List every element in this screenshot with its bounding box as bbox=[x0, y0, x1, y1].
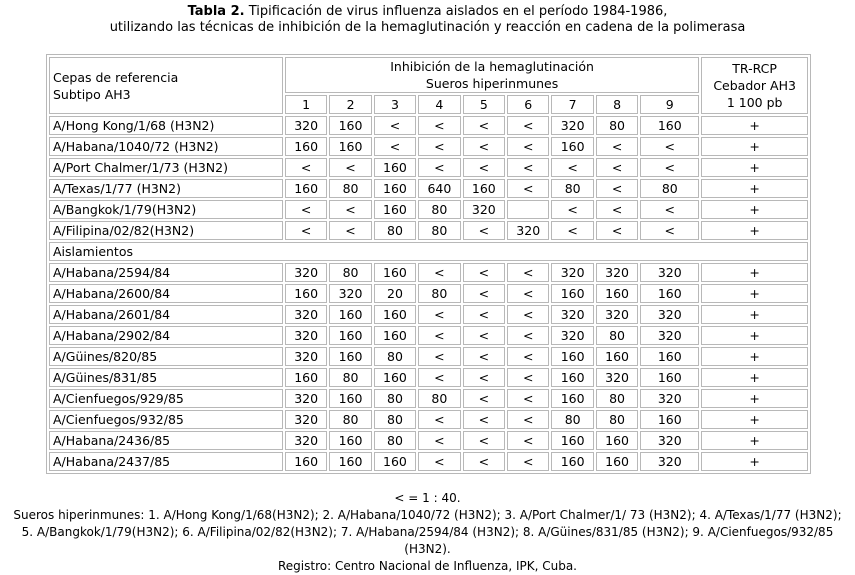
titer-cell: 320 bbox=[596, 305, 638, 324]
header-row-1 bbox=[49, 57, 808, 93]
titer-cell: 160 bbox=[640, 284, 699, 303]
titer-cell: < bbox=[507, 158, 549, 177]
table-row bbox=[49, 284, 808, 303]
pcr-header-line-1: TR-RCP bbox=[732, 61, 777, 76]
reference-strains-body bbox=[49, 116, 808, 240]
titer-cell: 160 bbox=[551, 452, 593, 471]
titer-cell: 160 bbox=[596, 284, 638, 303]
table-header bbox=[49, 57, 808, 114]
titer-cell: 160 bbox=[640, 410, 699, 429]
pcr-result-cell: + bbox=[701, 200, 808, 219]
titer-cell: 80 bbox=[418, 284, 460, 303]
titer-cell: < bbox=[418, 368, 460, 387]
titer-cell: 160 bbox=[551, 431, 593, 450]
titer-cell: < bbox=[596, 221, 638, 240]
titer-cell: 80 bbox=[374, 389, 416, 408]
strain-name-cell: A/Habana/2902/84 bbox=[49, 326, 283, 345]
serum-number-header: 5 bbox=[463, 95, 505, 114]
pcr-result-cell: + bbox=[701, 452, 808, 471]
pcr-result-cell: + bbox=[701, 137, 808, 156]
titer-cell: < bbox=[463, 284, 505, 303]
titer-cell: < bbox=[463, 158, 505, 177]
pcr-result-cell: + bbox=[701, 221, 808, 240]
serum-number-header: 9 bbox=[640, 95, 699, 114]
table-row bbox=[49, 368, 808, 387]
titer-cell: < bbox=[640, 221, 699, 240]
titer-cell: 80 bbox=[596, 389, 638, 408]
section-row bbox=[49, 242, 808, 261]
titer-cell: 320 bbox=[285, 116, 327, 135]
isolates-section bbox=[49, 242, 808, 261]
titer-cell: 320 bbox=[640, 389, 699, 408]
serum-number-header: 1 bbox=[285, 95, 327, 114]
strain-name-cell: A/Port Chalmer/1/73 (H3N2) bbox=[49, 158, 283, 177]
titer-cell: 160 bbox=[551, 137, 593, 156]
titer-cell: 80 bbox=[329, 179, 371, 198]
titer-cell: 160 bbox=[285, 137, 327, 156]
titer-cell: 320 bbox=[285, 263, 327, 282]
hi-header-cell bbox=[285, 57, 699, 93]
table-row bbox=[49, 305, 808, 324]
serum-number-header: 2 bbox=[329, 95, 371, 114]
titer-cell: 80 bbox=[329, 263, 371, 282]
pcr-header-line-3: 1 100 pb bbox=[726, 95, 783, 110]
table-row bbox=[49, 158, 808, 177]
titer-cell: 160 bbox=[596, 347, 638, 366]
titer-cell: < bbox=[507, 452, 549, 471]
strain-header-line-2: Subtipo AH3 bbox=[53, 86, 131, 102]
titer-cell: < bbox=[507, 263, 549, 282]
pcr-result-cell: + bbox=[701, 263, 808, 282]
table-row bbox=[49, 410, 808, 429]
titer-cell: 160 bbox=[285, 284, 327, 303]
titer-cell: 320 bbox=[285, 410, 327, 429]
titer-cell: < bbox=[640, 200, 699, 219]
titer-cell: 80 bbox=[640, 179, 699, 198]
titer-cell: 160 bbox=[640, 347, 699, 366]
caption-line-1 bbox=[0, 4, 855, 20]
table-row bbox=[49, 389, 808, 408]
titer-cell: < bbox=[463, 431, 505, 450]
titer-cell: < bbox=[418, 452, 460, 471]
pcr-result-cell: + bbox=[701, 326, 808, 345]
titer-cell: 160 bbox=[551, 389, 593, 408]
titer-cell: 320 bbox=[285, 347, 327, 366]
titer-cell: < bbox=[463, 368, 505, 387]
titer-cell: < bbox=[507, 368, 549, 387]
titer-cell: 160 bbox=[374, 305, 416, 324]
hi-header-line-2: Sueros hiperinmunes bbox=[425, 76, 559, 91]
titer-cell: < bbox=[418, 410, 460, 429]
titer-cell: 320 bbox=[285, 305, 327, 324]
titer-cell: < bbox=[463, 116, 505, 135]
pcr-result-cell: + bbox=[701, 284, 808, 303]
titer-cell: < bbox=[285, 221, 327, 240]
pcr-result-cell: + bbox=[701, 431, 808, 450]
titer-cell: < bbox=[463, 452, 505, 471]
strain-header-cell bbox=[49, 57, 283, 114]
strain-name-cell: A/Habana/2600/84 bbox=[49, 284, 283, 303]
titer-cell: < bbox=[596, 137, 638, 156]
titer-cell: 160 bbox=[551, 347, 593, 366]
titer-cell: 160 bbox=[285, 368, 327, 387]
serum-number-header: 6 bbox=[507, 95, 549, 114]
titer-cell: 320 bbox=[285, 431, 327, 450]
titer-cell: 80 bbox=[374, 431, 416, 450]
strain-name-cell: A/Güines/831/85 bbox=[49, 368, 283, 387]
strain-name-cell: A/Habana/2436/85 bbox=[49, 431, 283, 450]
titer-cell: 160 bbox=[596, 431, 638, 450]
titer-cell: 640 bbox=[418, 179, 460, 198]
table-row bbox=[49, 221, 808, 240]
pcr-result-cell: + bbox=[701, 347, 808, 366]
titer-cell: < bbox=[551, 158, 593, 177]
titer-cell: 160 bbox=[374, 200, 416, 219]
titer-cell: 160 bbox=[329, 431, 371, 450]
titer-cell: < bbox=[463, 221, 505, 240]
titer-cell: < bbox=[329, 221, 371, 240]
titer-cell: < bbox=[551, 200, 593, 219]
titer-cell: < bbox=[374, 116, 416, 135]
strain-name-cell: A/Habana/2437/85 bbox=[49, 452, 283, 471]
titer-cell: 160 bbox=[596, 452, 638, 471]
titer-cell: 160 bbox=[329, 326, 371, 345]
table-row bbox=[49, 326, 808, 345]
strain-name-cell: A/Cienfuegos/932/85 bbox=[49, 410, 283, 429]
titer-cell: < bbox=[507, 179, 549, 198]
titer-cell: < bbox=[507, 431, 549, 450]
isolates-body bbox=[49, 263, 808, 471]
titer-cell: 80 bbox=[551, 179, 593, 198]
titer-cell: < bbox=[596, 179, 638, 198]
titer-cell: < bbox=[418, 347, 460, 366]
titer-cell: < bbox=[285, 200, 327, 219]
titer-cell: 160 bbox=[374, 179, 416, 198]
titer-cell: < bbox=[507, 347, 549, 366]
typing-table bbox=[46, 54, 811, 474]
titer-cell: < bbox=[463, 347, 505, 366]
table-caption bbox=[0, 4, 855, 36]
footnote-sera-1: Sueros hiperinmunes: 1. A/Hong Kong/1/68(H3N2); 2. A/Habana/1040/72 (H3N2); 3. A/Port Chalmer/1/ 73 (H3N2); 4. A/Texas/1/77 (H3N2); bbox=[13, 508, 842, 522]
strain-name-cell: A/Filipina/02/82(H3N2) bbox=[49, 221, 283, 240]
serum-number-header: 4 bbox=[418, 95, 460, 114]
titer-cell: < bbox=[507, 389, 549, 408]
titer-cell: 320 bbox=[285, 389, 327, 408]
titer-cell: 80 bbox=[418, 389, 460, 408]
strain-name-cell: A/Hong Kong/1/68 (H3N2) bbox=[49, 116, 283, 135]
pcr-result-cell: + bbox=[701, 389, 808, 408]
titer-cell: < bbox=[418, 305, 460, 324]
footnote-titer: < = 1 : 40. bbox=[394, 491, 461, 505]
titer-cell: 320 bbox=[640, 452, 699, 471]
titer-cell bbox=[507, 200, 549, 219]
titer-cell: 160 bbox=[285, 452, 327, 471]
pcr-result-cell: + bbox=[701, 158, 808, 177]
caption-line-2: utilizando las técnicas de inhibición de la hemaglutinación y reacción en cadena de la polimerasa bbox=[109, 20, 746, 35]
titer-cell: 160 bbox=[374, 158, 416, 177]
titer-cell: < bbox=[596, 200, 638, 219]
titer-cell: 320 bbox=[285, 326, 327, 345]
titer-cell: < bbox=[463, 410, 505, 429]
titer-cell: < bbox=[329, 158, 371, 177]
table-row bbox=[49, 452, 808, 471]
titer-cell: 160 bbox=[551, 284, 593, 303]
caption-title: Tipificación de virus influenza aislados en el período 1984-1986, bbox=[248, 4, 668, 19]
titer-cell: 160 bbox=[374, 452, 416, 471]
titer-cell: 320 bbox=[507, 221, 549, 240]
titer-cell: < bbox=[418, 116, 460, 135]
titer-cell: < bbox=[463, 137, 505, 156]
titer-cell: < bbox=[374, 137, 416, 156]
titer-cell: 320 bbox=[596, 368, 638, 387]
strain-name-cell: A/Habana/1040/72 (H3N2) bbox=[49, 137, 283, 156]
titer-cell: 160 bbox=[463, 179, 505, 198]
table-row bbox=[49, 179, 808, 198]
titer-cell: 160 bbox=[374, 326, 416, 345]
caption-label: Tabla 2. bbox=[187, 4, 245, 19]
footnotes bbox=[0, 490, 855, 575]
titer-cell: < bbox=[418, 137, 460, 156]
titer-cell: 160 bbox=[329, 116, 371, 135]
pcr-result-cell: + bbox=[701, 368, 808, 387]
table-row bbox=[49, 137, 808, 156]
section-label: Aislamientos bbox=[49, 242, 808, 261]
titer-cell: < bbox=[463, 305, 505, 324]
pcr-header-line-2: Cebador AH3 bbox=[713, 78, 796, 93]
titer-cell: 80 bbox=[374, 410, 416, 429]
serum-number-header: 8 bbox=[596, 95, 638, 114]
titer-cell: < bbox=[640, 137, 699, 156]
titer-cell: < bbox=[329, 200, 371, 219]
titer-cell: < bbox=[463, 326, 505, 345]
titer-cell: 320 bbox=[640, 431, 699, 450]
hi-header-line-1: Inhibición de la hemaglutinación bbox=[390, 59, 594, 74]
titer-cell: 320 bbox=[551, 116, 593, 135]
titer-cell: 160 bbox=[640, 116, 699, 135]
serum-number-header: 3 bbox=[374, 95, 416, 114]
titer-cell: 320 bbox=[640, 326, 699, 345]
titer-cell: < bbox=[418, 326, 460, 345]
titer-cell: 160 bbox=[329, 389, 371, 408]
titer-cell: 160 bbox=[374, 263, 416, 282]
titer-cell: < bbox=[418, 431, 460, 450]
table-row bbox=[49, 347, 808, 366]
titer-cell: < bbox=[418, 158, 460, 177]
titer-cell: < bbox=[418, 263, 460, 282]
strain-name-cell: A/Habana/2601/84 bbox=[49, 305, 283, 324]
titer-cell: 80 bbox=[329, 410, 371, 429]
titer-cell: < bbox=[596, 158, 638, 177]
strain-name-cell: A/Cienfuegos/929/85 bbox=[49, 389, 283, 408]
pcr-result-cell: + bbox=[701, 116, 808, 135]
titer-cell: < bbox=[640, 158, 699, 177]
titer-cell: 160 bbox=[329, 305, 371, 324]
titer-cell: 20 bbox=[374, 284, 416, 303]
titer-cell: 320 bbox=[329, 284, 371, 303]
titer-cell: 80 bbox=[418, 200, 460, 219]
titer-cell: 80 bbox=[374, 221, 416, 240]
titer-cell: 160 bbox=[374, 368, 416, 387]
table-row bbox=[49, 116, 808, 135]
pcr-result-cell: + bbox=[701, 410, 808, 429]
titer-cell: 80 bbox=[596, 116, 638, 135]
strain-name-cell: A/Bangkok/1/79(H3N2) bbox=[49, 200, 283, 219]
titer-cell: 80 bbox=[596, 326, 638, 345]
pcr-result-cell: + bbox=[701, 305, 808, 324]
table-row bbox=[49, 200, 808, 219]
titer-cell: 160 bbox=[329, 137, 371, 156]
titer-cell: 320 bbox=[551, 263, 593, 282]
pcr-result-cell: + bbox=[701, 179, 808, 198]
titer-cell: < bbox=[507, 284, 549, 303]
titer-cell: < bbox=[551, 221, 593, 240]
titer-cell: 80 bbox=[596, 410, 638, 429]
titer-cell: < bbox=[463, 263, 505, 282]
strain-name-cell: A/Texas/1/77 (H3N2) bbox=[49, 179, 283, 198]
strain-header-line-1: Cepas de referencia bbox=[53, 69, 179, 85]
titer-cell: < bbox=[507, 305, 549, 324]
titer-cell: 80 bbox=[374, 347, 416, 366]
titer-cell: 320 bbox=[463, 200, 505, 219]
table-row bbox=[49, 263, 808, 282]
titer-cell: 80 bbox=[418, 221, 460, 240]
footnote-source: Registro: Centro Nacional de Influenza, IPK, Cuba. bbox=[277, 559, 577, 573]
titer-cell: 320 bbox=[551, 305, 593, 324]
titer-cell: 320 bbox=[551, 326, 593, 345]
titer-cell: < bbox=[507, 137, 549, 156]
titer-cell: < bbox=[463, 389, 505, 408]
serum-number-header: 7 bbox=[551, 95, 593, 114]
strain-name-cell: A/Habana/2594/84 bbox=[49, 263, 283, 282]
titer-cell: 80 bbox=[551, 410, 593, 429]
titer-cell: 160 bbox=[329, 452, 371, 471]
strain-name-cell: A/Güines/820/85 bbox=[49, 347, 283, 366]
titer-cell: 160 bbox=[551, 368, 593, 387]
titer-cell: 80 bbox=[329, 368, 371, 387]
pcr-header-cell bbox=[701, 57, 808, 114]
titer-cell: < bbox=[507, 326, 549, 345]
titer-cell: 320 bbox=[596, 263, 638, 282]
titer-cell: < bbox=[507, 410, 549, 429]
titer-cell: 320 bbox=[640, 263, 699, 282]
titer-cell: < bbox=[285, 158, 327, 177]
titer-cell: 160 bbox=[285, 179, 327, 198]
table-row bbox=[49, 431, 808, 450]
titer-cell: 320 bbox=[640, 305, 699, 324]
titer-cell: 160 bbox=[640, 368, 699, 387]
footnote-sera-2: 5. A/Bangkok/1/79(H3N2); 6. A/Filipina/02/82(H3N2); 7. A/Habana/2594/84 (H3N2); 8. A/Güines/831/85 (H3N2); 9. A/Cienfuegos/932/85 (H3N2). bbox=[21, 525, 834, 556]
titer-cell: < bbox=[507, 116, 549, 135]
titer-cell: 160 bbox=[329, 347, 371, 366]
